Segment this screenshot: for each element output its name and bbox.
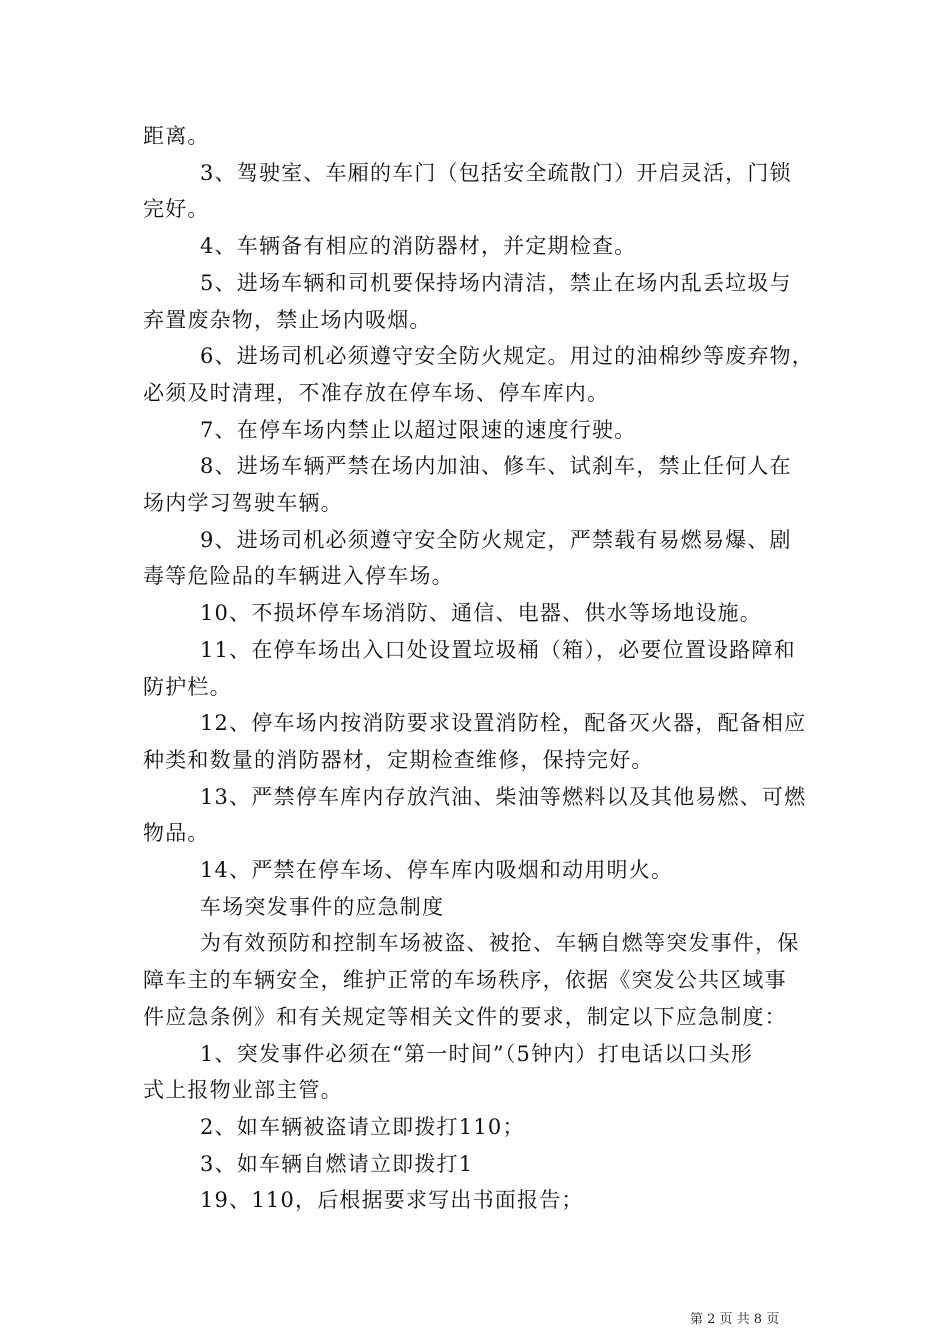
text-line: 式上报物业部主管。 <box>143 1078 343 1103</box>
text-line: 19、110，后根据要求写出书面报告； <box>200 1188 584 1213</box>
text-line: 种类和数量的消防器材，定期检查维修，保持完好。 <box>143 747 654 772</box>
text-line: 防护栏。 <box>143 674 232 699</box>
text-line: 9、进场司机必须遵守安全防火规定，严禁载有易燃易爆、剧 <box>200 527 792 552</box>
text-line: 场内学习驾驶车辆。 <box>143 491 343 516</box>
text-line: 10、不损坏停车场消防、通信、电器、供水等场地设施。 <box>200 601 762 626</box>
text-line: 13、严禁停车库内存放汽油、柴油等燃料以及其他易燃、可燃 <box>200 784 807 809</box>
text-line: 为有效预防和控制车场被盗、被抢、车辆自燃等突发事件，保 <box>200 931 800 956</box>
text-line: 3、如车辆自燃请立即拨打1 <box>200 1151 474 1176</box>
text-line: 8、进场车辆严禁在场内加油、修车、试刹车，禁止任何人在 <box>200 454 792 479</box>
text-line: 6、进场司机必须遵守安全防火规定。用过的油棉纱等废弃物， <box>200 344 814 369</box>
text-line: 4、车辆备有相应的消防器材，并定期检查。 <box>200 234 637 259</box>
text-line: 2、如车辆被盗请立即拨打110； <box>200 1114 525 1139</box>
text-line: 件应急条例》和有关规定等相关文件的要求，制定以下应急制度： <box>143 1004 787 1029</box>
text-line: 12、停车场内按消防要求设置消防栓，配备灭火器，配备相应 <box>200 711 807 736</box>
text-line: 毒等危险品的车辆进入停车场。 <box>143 564 454 589</box>
text-line: 弃置废杂物，禁止场内吸烟。 <box>143 307 432 332</box>
text-line: 11、在停车场出入口处设置垃圾桶（箱），必要位置设路障和 <box>200 637 796 662</box>
text-line: 14、严禁在停车场、停车库内吸烟和动用明火。 <box>200 858 674 883</box>
page-number: 第 2 页 共 8 页 <box>690 1312 780 1327</box>
text-line: 必须及时清理，不准存放在停车场、停车库内。 <box>143 380 610 405</box>
text-line: 障车主的车辆安全，维护正常的车场秩序，依据《突发公共区域事 <box>143 968 787 993</box>
text-line: 完好。 <box>143 197 210 222</box>
text-line: 7、在停车场内禁止以超过限速的速度行驶。 <box>200 417 637 442</box>
text-line: 3、驾驶室、车厢的车门（包括安全疏散门）开启灵活，门锁 <box>200 160 792 185</box>
document-body <box>143 118 813 1219</box>
text-line: 物品。 <box>143 821 210 846</box>
text-line: 5、进场车辆和司机要保持场内清洁，禁止在场内乱丢垃圾与 <box>200 270 792 295</box>
section-heading: 车场突发事件的应急制度 <box>200 894 445 919</box>
text-line: 距离。 <box>143 124 210 148</box>
text-line: 1、突发事件必须在“第一时间”（5钟内）打电话以口头形 <box>200 1041 754 1066</box>
